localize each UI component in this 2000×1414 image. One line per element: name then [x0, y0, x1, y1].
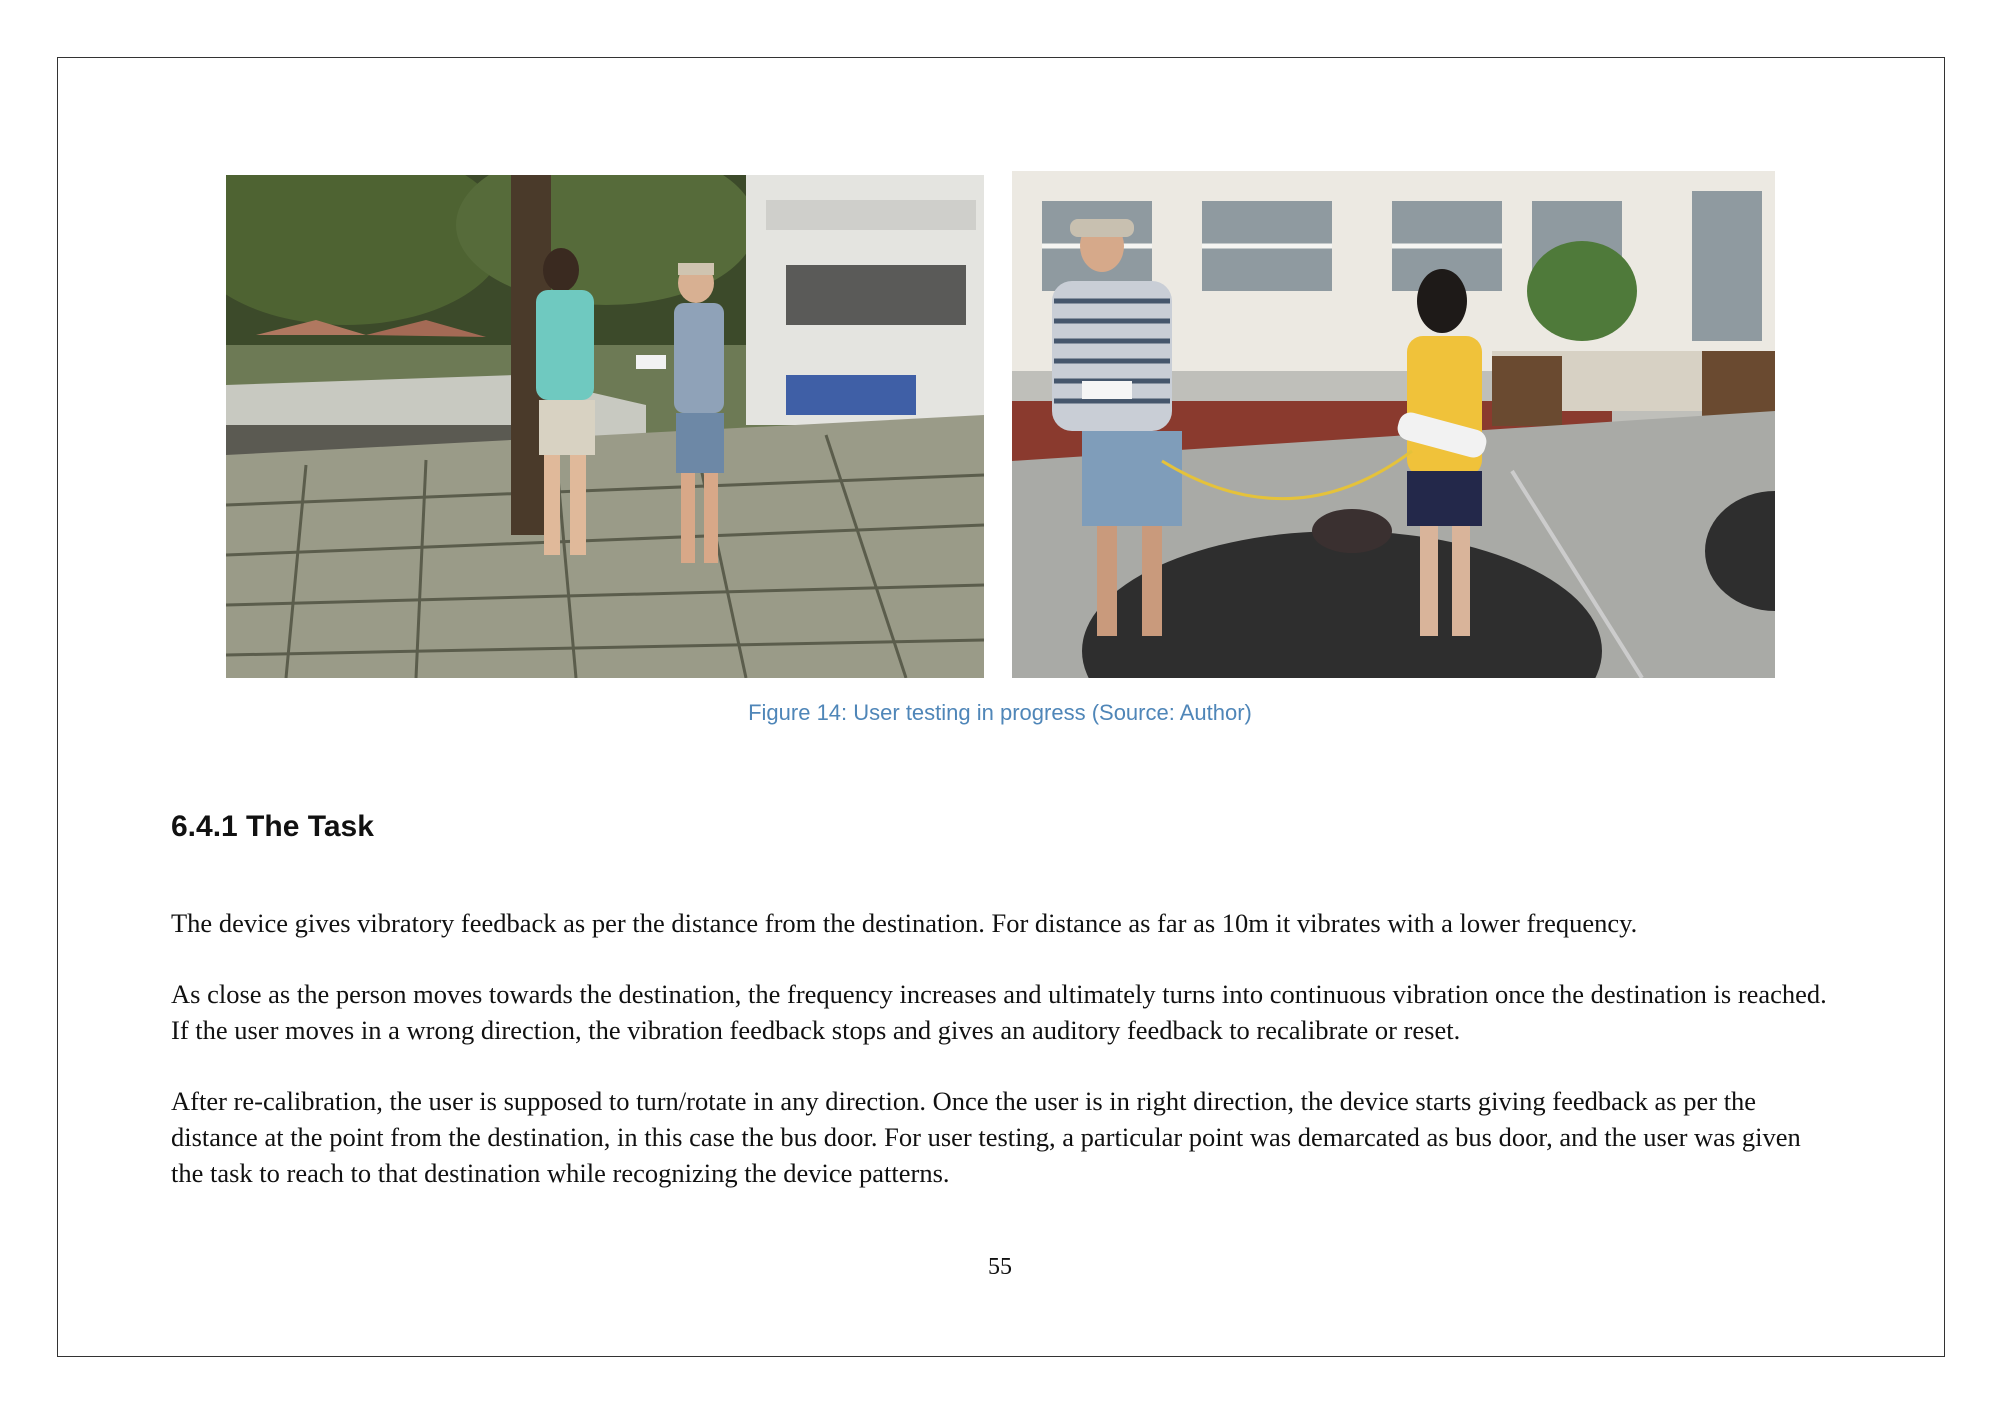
user-testing-photo-left	[226, 175, 984, 678]
paragraph: After re-calibration, the user is supposed to turn/rotate in any direction. Once the user is in right direction, the device starts giving feedback as per the distance at the point from the destination, in this case the bus door. For user testing, a particular point was demarcated as bus door, and the user was given the task to reach to that destination while recognizing the device patterns.	[171, 1086, 1801, 1188]
page-number: 55	[988, 1254, 1012, 1280]
user-testing-photo-right	[1012, 171, 1775, 678]
paragraph: As close as the person moves towards the destination, the frequency increases and ultimately turns into continuous vibration once the destination is reached. If the user moves in a wrong direction, the vibration feedback stops and gives an auditory feedback to recalibrate or reset.	[171, 979, 1827, 1045]
figure-caption: Figure 14: User testing in progress (Source: Author)	[748, 700, 1252, 725]
section-heading: 6.4.1 The Task	[171, 810, 374, 843]
paragraph: The device gives vibratory feedback as per the distance from the destination. For distance as far as 10m it vibrates with a lower frequency.	[171, 908, 1638, 938]
